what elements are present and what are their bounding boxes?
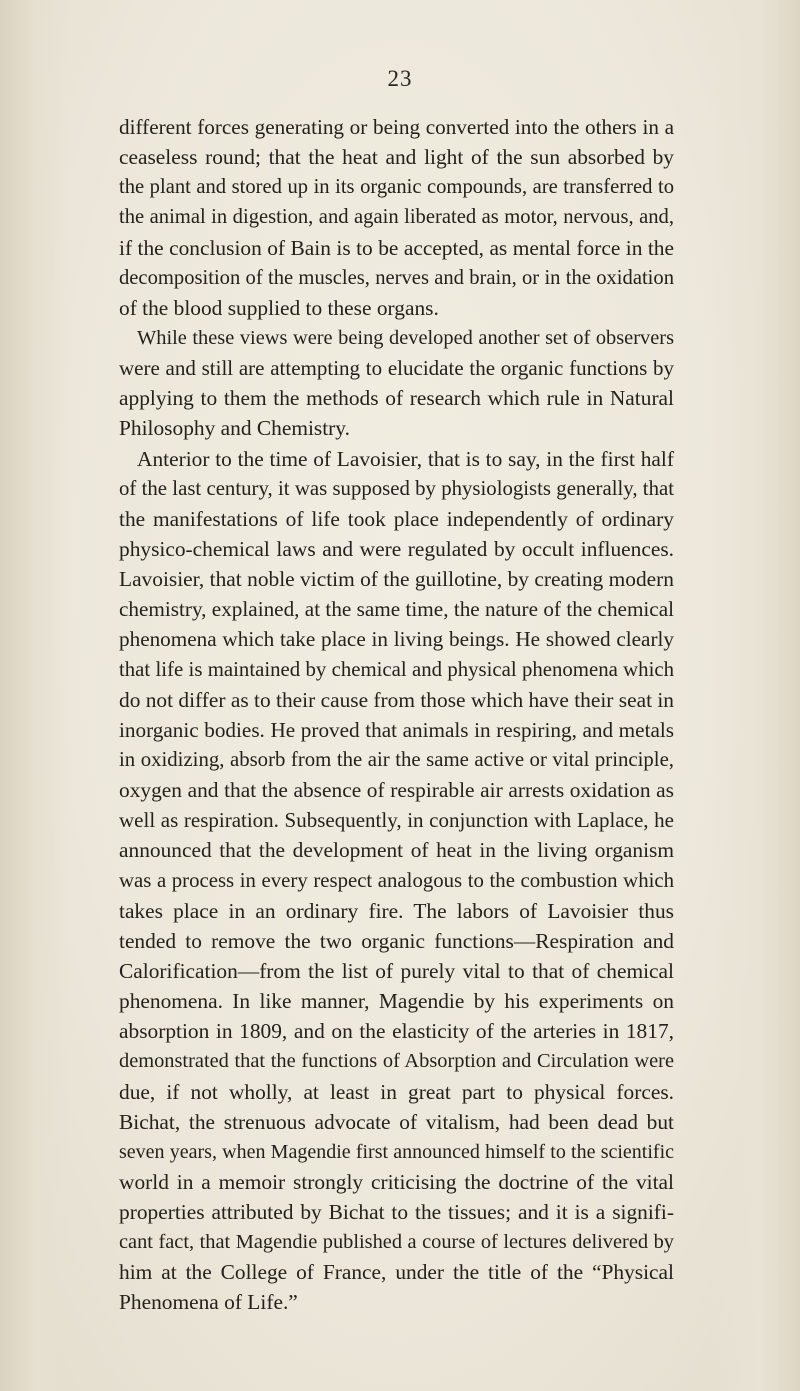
text-line: cant fact, that Magendie published a course of lectures delivered by [119,1231,674,1254]
text-line: well as respiration. Subsequently, in conjunction with Laplace, he [119,808,674,833]
text-line: Bichat, the strenuous advocate of vitalism, had been dead but [119,1109,674,1134]
text-line: absorption in 1809, and on the elasticity of the arteries in 1817, [119,1019,674,1044]
text-line: decomposition of the muscles, nerves and brain, or in the oxidation [119,266,674,289]
text-line: was a process in every respect analogous to the combustion which [119,868,674,892]
text-line: the animal in digestion, and again liberated as motor, nervous, and, [119,206,674,229]
text-line: phenomena. In like manner, Magendie by his experiments on [119,989,674,1014]
text-line: tended to remove the two organic functions—Respiration and [119,928,674,953]
body-text [119,112,674,1318]
text-line: were and still are attempting to elucidate the organic functions by [119,356,674,381]
page-edge-shadow-right [710,0,800,1391]
text-line: the manifestations of life took place independently of ordinary [119,506,674,531]
text-line: if the conclusion of Bain is to be accepted, as mental force in the [119,235,674,260]
text-line: seven years, when Magendie first announced himself to the scientific [119,1140,674,1163]
text-line: Lavoisier, that noble victim of the guillotine, by creating modern [119,567,674,592]
paragraph-start-line: Anterior to the time of Lavoisier, that is to say, in the first half [137,446,674,471]
text-line: chemistry, explained, at the same time, the nature of the chemical [119,597,674,622]
text-line: physico-chemical laws and were regulated by occult influences. [119,536,674,561]
text-line: oxygen and that the absence of respirable air arrests oxidation as [119,778,674,803]
text-line: that life is maintained by chemical and physical phenomena which [119,657,674,681]
text-line: do not differ as to their cause from those which have their seat in [119,687,674,712]
text-line: demonstrated that the functions of Absorption and Circulation were [119,1050,674,1073]
text-line: properties attributed by Bichat to the tissues; and it is a signifi- [119,1200,674,1225]
page-edge-shadow-left [0,0,70,1391]
text-line: world in a memoir strongly criticising the doctrine of the vital [119,1169,674,1194]
text-line: of the blood supplied to these organs. [119,295,439,320]
text-line: takes place in an ordinary fire. The labors of Lavoisier thus [119,898,674,923]
text-line: announced that the development of heat in the living organism [119,838,674,863]
text-line: due, if not wholly, at least in great part to physical forces. [119,1079,674,1104]
text-line: in oxidizing, absorb from the air the same active or vital principle, [119,747,674,771]
text-line: Phenomena of Life.” [119,1290,298,1315]
text-line: the plant and stored up in its organic compounds, are transferred to [119,176,674,199]
text-line: Calorification—from the list of purely vital to that of chemical [119,958,674,983]
text-line: inorganic bodies. He proved that animals in respiring, and metals [119,717,674,742]
text-line: ceaseless round; that the heat and light of the sun absorbed by [119,145,674,170]
paragraph-start-line: While these views were being developed another set of observers [137,326,674,349]
text-line: him at the College of France, under the title of the “Physical [119,1260,674,1285]
text-line: applying to them the methods of research which rule in Natural [119,386,674,411]
page-number: 23 [387,66,413,91]
text-line: different forces generating or being converted into the others in a [119,115,674,139]
text-line: of the last century, it was supposed by physiologists generally, that [119,476,674,500]
text-line: Philosophy and Chemistry. [119,416,350,441]
text-line: phenomena which take place in living beings. He showed clearly [119,627,674,652]
